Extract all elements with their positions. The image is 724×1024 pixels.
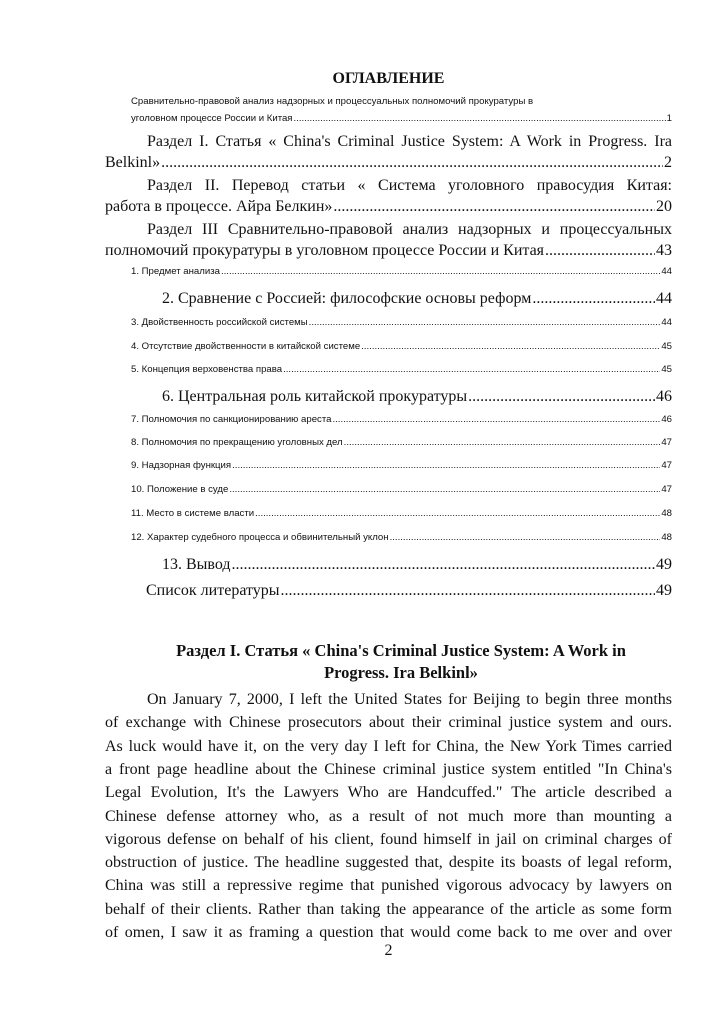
toc-label: полномочий прокуратуры в уголовном процессе России и Китая xyxy=(105,242,545,259)
toc-section1-line1[interactable]: Раздел I. Статья « China's Criminal Justice System: A Work in Progress. Ira xyxy=(147,133,672,150)
toc-page: 48 xyxy=(661,508,672,519)
dot-leader xyxy=(232,460,660,471)
toc-entry[interactable] xyxy=(131,364,672,375)
toc-entry-intro[interactable] xyxy=(131,113,672,124)
dot-leader xyxy=(309,317,661,328)
dot-leader xyxy=(344,437,661,448)
toc-label: 1. Предмет анализа xyxy=(131,266,220,277)
toc-title: ОГЛАВЛЕНИЕ xyxy=(332,70,445,87)
body-text-line: On January 7, 2000, I left the United States for Beijing to begin three months xyxy=(147,691,672,708)
toc-entry[interactable] xyxy=(131,414,672,425)
toc-label: 5. Концепция верховенства права xyxy=(131,364,283,375)
toc-page: 44 xyxy=(661,266,672,277)
toc-entry[interactable] xyxy=(131,266,672,277)
toc-label: 2. Сравнение с Россией: философские основы реформ xyxy=(162,290,532,307)
body-text-line: As luck would have it, on the very day I left for China, the New York Times carried xyxy=(105,737,672,755)
toc-page: 49 xyxy=(656,582,672,599)
toc-page: 45 xyxy=(661,341,672,352)
toc-page: 1 xyxy=(666,113,672,124)
body-text-line: of exchange with Chinese prosecutors about their criminal justice system and ours. xyxy=(105,714,672,732)
body-text-line: vigorous defense on behalf of his client, found himself in jail on criminal charges of xyxy=(105,830,672,848)
toc-entry[interactable] xyxy=(131,508,672,519)
toc-entry-section3[interactable] xyxy=(105,242,672,260)
toc-label: Belkinl» xyxy=(105,154,161,171)
dot-leader xyxy=(161,154,663,172)
toc-entry[interactable] xyxy=(131,460,672,471)
toc-section2-line1[interactable]: Раздел II. Перевод статьи « Система уголовного правосудия Китая: xyxy=(147,177,672,194)
body-text-line: behalf of their clients. Rather than taking the appearance of the article as some form xyxy=(105,900,672,918)
page-number: 2 xyxy=(384,942,393,959)
toc-page: 43 xyxy=(656,242,672,259)
body-text-line: of omen, I saw it as framing a question that would come back to me over and over xyxy=(105,924,672,941)
body-text-line: a front page headline about the Chinese criminal justice system entitled "In China's xyxy=(105,760,672,778)
toc-page: 20 xyxy=(656,198,672,215)
dot-leader xyxy=(468,388,655,406)
dot-leader xyxy=(229,484,660,495)
dot-leader xyxy=(232,556,655,574)
dot-leader xyxy=(283,364,660,375)
toc-entry[interactable] xyxy=(131,317,672,328)
dot-leader xyxy=(281,582,655,600)
toc-page: 46 xyxy=(661,414,672,425)
body-text-line: Chinese defense attorney who, as a result of not much more than mounting a xyxy=(105,807,672,825)
toc-label: 3. Двойственность российской системы xyxy=(131,317,308,328)
dot-leader xyxy=(255,508,660,519)
body-text-line: China was still a repressive regime that punished vigorous advocacy by lawyers on xyxy=(105,877,672,895)
dot-leader xyxy=(333,198,655,216)
section-heading-line1: Раздел I. Статья « China's Criminal Justice System: A Work in xyxy=(176,641,626,660)
toc-label: 13. Вывод xyxy=(162,556,231,573)
toc-entry[interactable] xyxy=(162,556,672,574)
toc-page: 49 xyxy=(656,556,672,573)
toc-label: 12. Характер судебного процесса и обвинительный уклон xyxy=(131,532,389,543)
dot-leader xyxy=(294,113,666,124)
dot-leader xyxy=(545,242,655,260)
toc-entry-section1[interactable] xyxy=(105,154,672,172)
toc-entry[interactable] xyxy=(162,290,672,308)
dot-leader xyxy=(221,266,660,277)
dot-leader xyxy=(390,532,661,543)
toc-page: 2 xyxy=(664,154,672,171)
toc-entry[interactable] xyxy=(162,388,672,406)
toc-page: 47 xyxy=(661,484,672,495)
body-text-line: Legal Evolution, It's the Lawyers Who are Handcuffed." The article described a xyxy=(105,784,672,802)
toc-label: 10. Положение в суде xyxy=(131,484,229,495)
toc-page: 48 xyxy=(661,532,672,543)
toc-entry[interactable] xyxy=(131,437,672,448)
toc-label: 9. Надзорная функция xyxy=(131,460,232,471)
toc-label: уголовном процессе России и Китая xyxy=(131,113,293,124)
dot-leader xyxy=(332,414,660,425)
toc-label: 7. Полномочия по санкционированию ареста xyxy=(131,414,332,425)
toc-label: 11. Место в системе власти xyxy=(131,508,255,519)
toc-section3-line1[interactable]: Раздел III Сравнительно-правовой анализ надзорных и процессуальных xyxy=(147,221,672,238)
toc-intro-line1: Сравнительно-правовой анализ надзорных и процессуальных полномочий прокуратуры в xyxy=(131,96,534,107)
toc-entry-section2[interactable] xyxy=(105,198,672,216)
toc-label: 8. Полномочия по прекращению уголовных дел xyxy=(131,437,343,448)
toc-label: Список литературы xyxy=(146,582,280,599)
toc-page: 45 xyxy=(661,364,672,375)
dot-leader xyxy=(532,290,655,308)
toc-label: работа в процессе. Айра Белкин» xyxy=(105,198,333,215)
toc-entry[interactable] xyxy=(131,532,672,543)
section-heading-line2: Progress. Ira Belkinl» xyxy=(324,663,478,682)
toc-label: 4. Отсутствие двойственности в китайской системе xyxy=(131,341,361,352)
toc-page: 44 xyxy=(656,290,672,307)
toc-label: 6. Центральная роль китайской прокуратуры xyxy=(162,388,468,405)
toc-page: 47 xyxy=(661,460,672,471)
toc-page: 46 xyxy=(656,388,672,405)
toc-page: 47 xyxy=(661,437,672,448)
body-text-line: obstruction of justice. The headline suggested that, despite its boasts of legal reform, xyxy=(105,854,672,872)
toc-entry[interactable] xyxy=(131,484,672,495)
toc-entry-references[interactable] xyxy=(146,582,672,600)
dot-leader xyxy=(361,341,660,352)
toc-entry[interactable] xyxy=(131,341,672,352)
toc-page: 44 xyxy=(661,317,672,328)
